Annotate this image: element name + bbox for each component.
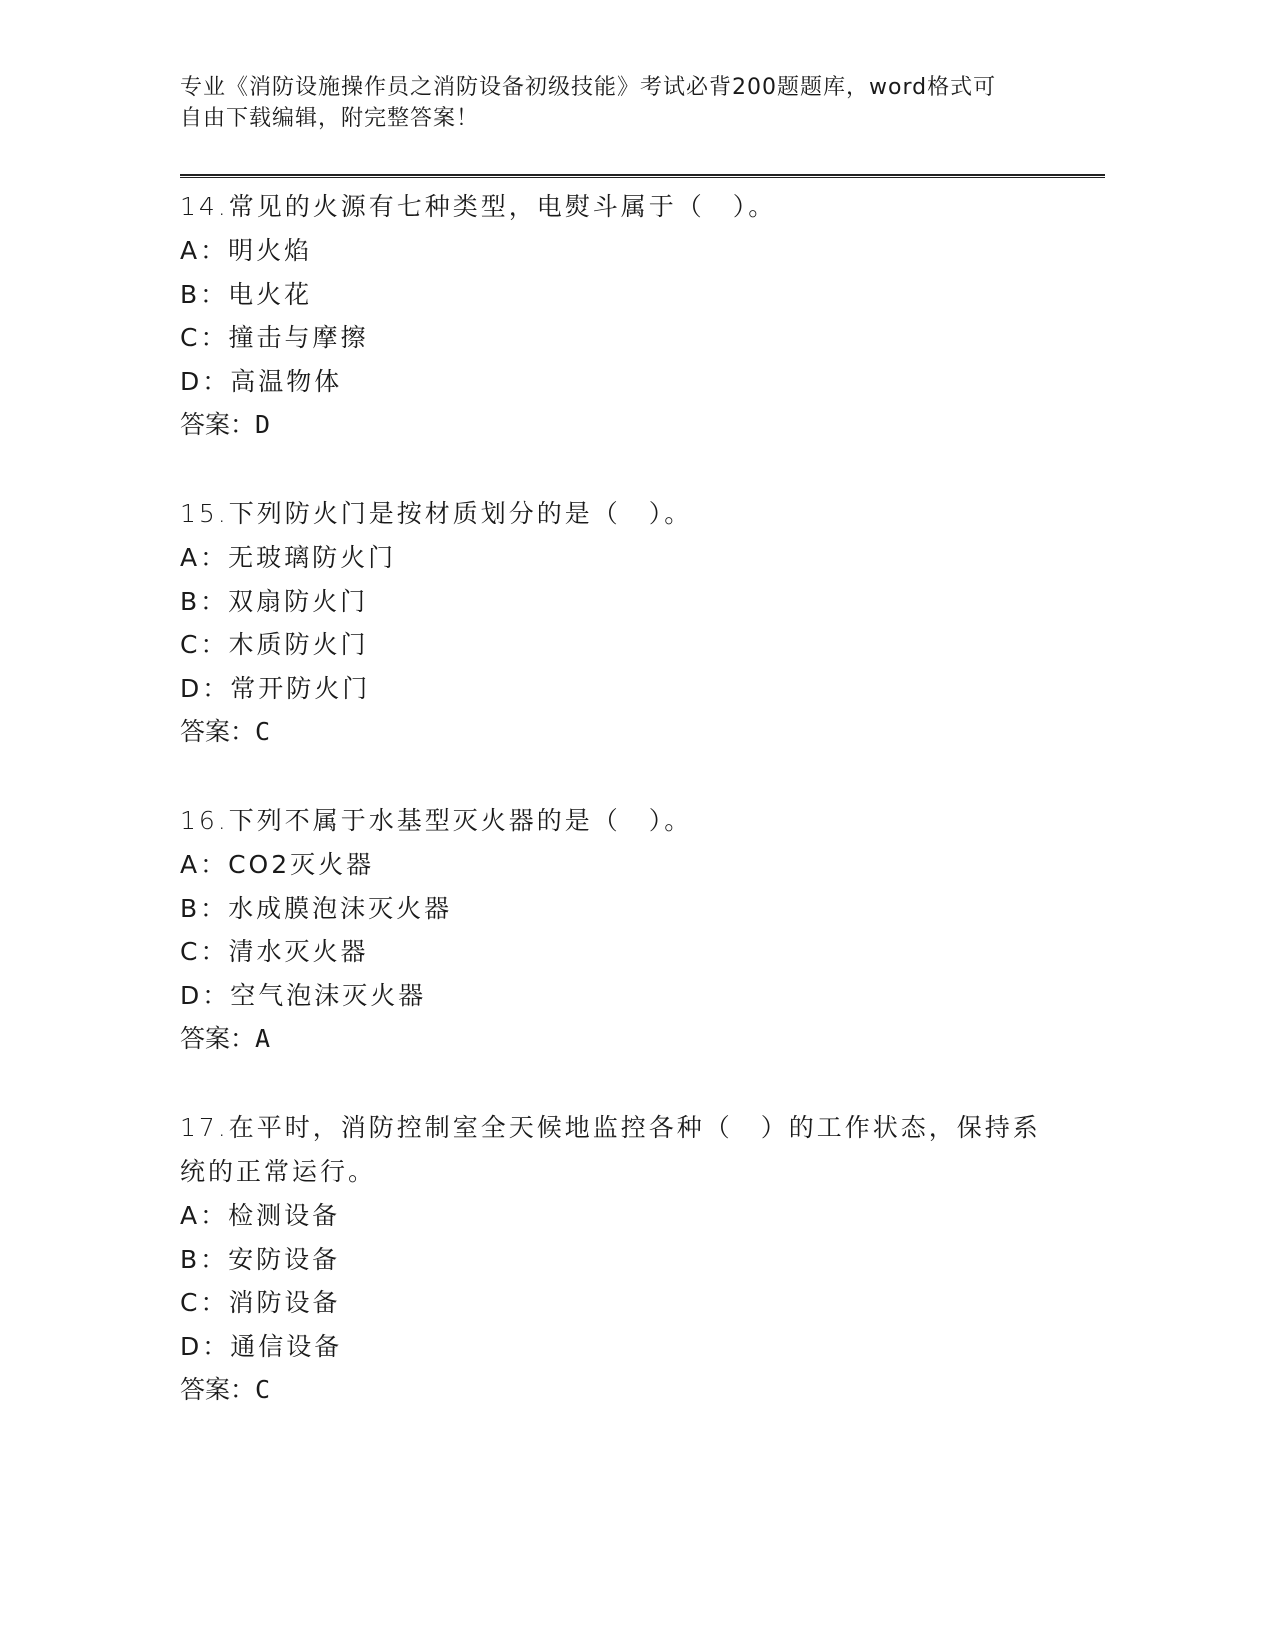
option-d: D：高温物体	[180, 366, 343, 396]
answer-label: 答案：	[180, 410, 256, 439]
question-stem: 14.常见的火源有七种类型，电熨斗属于（ ）。	[180, 192, 777, 221]
option-d: D：通信设备	[180, 1331, 343, 1361]
question-stem: 16.下列不属于水基型灭火器的是（ ）。	[180, 806, 693, 835]
answer-value: C	[255, 717, 271, 746]
answer-label: 答案：	[180, 1024, 256, 1053]
document-header	[180, 72, 1040, 134]
question-16	[180, 799, 1060, 1061]
answer-value: A	[255, 1024, 271, 1053]
header-divider	[180, 174, 1105, 178]
answer-line	[180, 1368, 1060, 1412]
option-b: B：双扇防火门	[180, 586, 369, 616]
option-c: C：清水灭火器	[180, 937, 369, 966]
answer-label: 答案：	[180, 717, 256, 746]
option-d: D：空气泡沫灭火器	[180, 980, 427, 1010]
answer-label: 答案：	[180, 1375, 256, 1404]
question-17	[180, 1106, 1060, 1412]
option-a: A：无玻璃防火门	[180, 543, 397, 572]
answer-line	[180, 710, 1060, 754]
answer-line	[180, 403, 1060, 447]
answer-line	[180, 1017, 1060, 1061]
option-a: A：明火焰	[180, 236, 313, 265]
question-stem: 15.下列防火门是按材质划分的是（ ）。	[180, 499, 693, 528]
option-b: B：水成膜泡沫灭火器	[180, 893, 453, 923]
question-stem: 17.在平时，消防控制室全天候地监控各种（ ）的工作状态，保持系统的正常运行。	[180, 1113, 1041, 1186]
option-c: C：木质防火门	[180, 630, 369, 659]
option-b: B：安防设备	[180, 1244, 341, 1274]
header-line-2: 自由下载编辑，附完整答案！	[180, 106, 480, 131]
option-c: C：消防设备	[180, 1288, 341, 1317]
answer-value: C	[255, 1375, 271, 1404]
question-14	[180, 185, 1060, 447]
option-b: B：电火花	[180, 279, 313, 309]
option-a: A：检测设备	[180, 1201, 341, 1230]
header-line-1: 专业《消防设施操作员之消防设备初级技能》考试必背200题题库，word格式可	[180, 75, 997, 100]
question-list	[180, 185, 1060, 1457]
answer-value: D	[255, 410, 271, 439]
option-d: D：常开防火门	[180, 673, 371, 703]
option-a: A：CO2灭火器	[180, 850, 375, 879]
option-c: C：撞击与摩擦	[180, 323, 369, 352]
question-15	[180, 492, 1060, 754]
